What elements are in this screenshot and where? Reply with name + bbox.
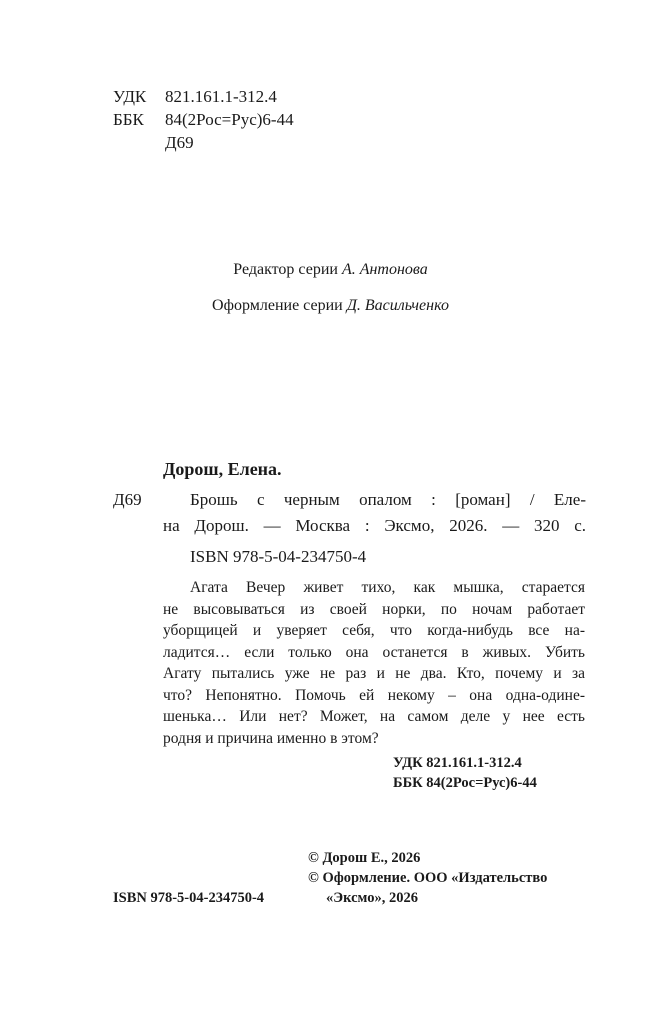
copyright-author: © Дорош Е., 2026: [308, 850, 421, 866]
annotation-line: ладится… если только она останется в живых. Убить: [163, 643, 585, 661]
catalog-title-line-1: Брошь с черным опалом : [роман] / Еле-: [190, 490, 586, 509]
udk-line-top: [113, 86, 277, 108]
bbk-line-top: [113, 109, 294, 131]
udk-value: 821.161.1-312.4: [165, 87, 277, 106]
series-design-credit: [0, 297, 661, 315]
annotation-line: не высовываться из своей норки, по ночам работает: [163, 600, 585, 618]
catalog-udk: УДК 821.161.1-312.4: [393, 755, 522, 771]
editor-name: А. Антонова: [341, 261, 428, 278]
catalog-author: Дорош, Елена.: [163, 459, 282, 479]
annotation-line: родня и причина именно в этом?: [163, 729, 379, 747]
annotation-line: уборщицей и уверяет себя, что когда-нибудь все на-: [163, 622, 585, 639]
copyright-design-line-1: © Оформление. ООО «Издательство: [308, 870, 548, 886]
bbk-value: 84(2Рос=Рус)6-44: [165, 110, 294, 129]
editor-role: Редактор серии: [233, 261, 338, 278]
copyright-design-line-2: «Эксмо», 2026: [326, 890, 418, 906]
annotation-line: что? Непонятно. Помочь ей некому – она одна-одине-: [163, 686, 585, 704]
footer-isbn: ISBN 978-5-04-234750-4: [113, 890, 265, 906]
annotation-line: Агату пытались уже не раз и не два. Кто, почему и за: [163, 665, 585, 682]
design-role: Оформление серии: [212, 297, 343, 314]
annotation: [163, 577, 585, 749]
annotation-line: Агата Вечер живет тихо, как мышка, старается: [190, 579, 585, 596]
catalog-isbn: ISBN 978-5-04-234750-4: [190, 547, 367, 566]
catalog-title-line-2: на Дорош. — Москва : Эксмо, 2026. — 320 с.: [163, 516, 586, 535]
bbk-label: ББК: [113, 110, 144, 129]
series-editor-credit: [0, 261, 661, 279]
catalog-bbk: ББК 84(2Рос=Рус)6-44: [393, 775, 537, 791]
annotation-line: шенька… Или нет? Может, на самом деле у нее есть: [163, 708, 585, 725]
author-mark-top: Д69: [165, 133, 194, 152]
udk-label: УДК: [113, 87, 147, 106]
design-name: Д. Васильченко: [346, 297, 449, 314]
catalog-author-mark: Д69: [113, 490, 142, 509]
